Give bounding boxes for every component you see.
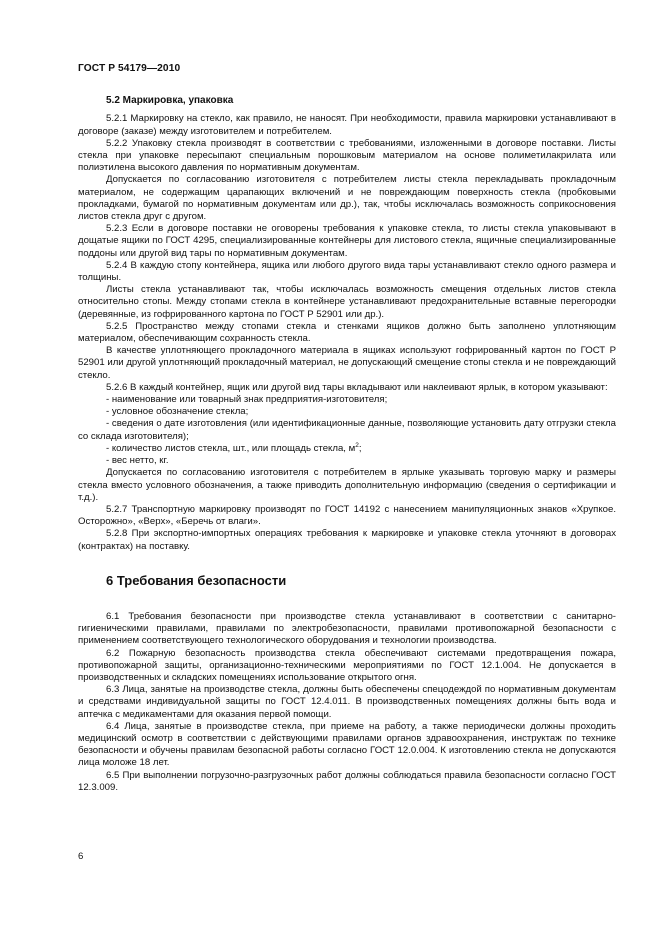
section-title-safety-requirements: 6 Требования безопасности xyxy=(106,572,287,588)
paragraph-5-2-1: 5.2.1 Маркировку на стекло, как правило, не наносят. При необходимости, правила маркировки устанавливают в договоре (заказе) между изготовителем и потребителем. xyxy=(78,113,616,137)
paragraph-6-2: 6.2 Пожарную безопасность производства стекла обеспечивают системами предотвращения пожара, противопожарной защиты, организационно-техническими мероприятиями по ГОСТ 12.1.004. Не допускается в производственных и складских помещениях использование открытого огня. xyxy=(78,647,616,683)
paragraph-5-2-7: 5.2.7 Транспортную маркировку производят по ГОСТ 14192 с нанесением манипуляционных знаков «Хрупкое. Осторожно», «Верх», «Беречь от влаги». xyxy=(78,503,616,528)
paragraph-5-2-2: 5.2.2 Упаковку стекла производят в соответствии с требованиями, изложенными в договоре поставки. Листы стекла при упаковке пересыпают специальным порошковым материалом на основе полиметилакрилата или полиэтилена высокого давления по нормативным документам. xyxy=(78,137,616,174)
document-header: ГОСТ Р 54179—2010 xyxy=(78,63,181,74)
paragraph-6-5: 6.5 При выполнении погрузочно-разгрузочных работ должны соблюдаться правила безопасности согласно ГОСТ 12.3.009. xyxy=(78,769,616,793)
paragraph-5-2-6-permission: Допускается по согласованию изготовителя с потребителем в ярлыке указывать торговую марку и размеры стекла вместо условного обозначения, а также приводить дополнительную информацию (сведения о сертификации и т.д.). xyxy=(78,467,616,503)
label-list-item-text: - количество листов стекла, шт., или площадь стекла, м xyxy=(106,442,356,454)
paragraph-5-2-4-sheets: Листы стекла устанавливают так, чтобы исключалась возможность смещения отдельных листов стекла относительно стопы. Между стопами стекла в контейнере устанавливают предохранительные вставные перегородки (деревянные, из гофрированного картона по ГОСТ Р 52901 или др.). xyxy=(78,284,616,320)
paragraph-5-2-2-permission: Допускается по согласованию изготовителя с потребителем листы стекла перекладывать прокладочным материалом, не содержащим царапающих включений и не повреждающим поверхность стекла (пробковыми прокладками, бумагой по нормативным документам или др.), так, чтобы исключалась возможность соприкосновения листов стекла друг с другом. xyxy=(78,174,616,223)
paragraph-6-1: 6.1 Требования безопасности при производстве стекла устанавливают в соответствии с санитарно-гигиеническими правилами, правилами по электробезопасности, правилами противопожарной безопасности с применением соответствующего технологического оборудования и технологии производства. xyxy=(78,610,616,647)
page-number: 6 xyxy=(78,851,84,862)
paragraph-5-2-5-material: В качестве уплотняющего прокладочного материала в ящиках используют гофрированный картон по ГОСТ Р 52901 или другой уплотняющий прокладочный материал, не допускающий смещение стопы стекла и не повреждающий стекло. xyxy=(78,345,616,381)
subsection-title-marking-packaging: 5.2 Маркировка, упаковка xyxy=(106,95,234,107)
paragraph-6-3: 6.3 Лица, занятые на производстве стекла, должны быть обеспечены спецодеждой по нормативным документам и средствами индивидуальной защиты по ГОСТ 12.4.011. В производственных помещениях должны быть вода и аптечка с медикаментами для оказания первой помощи. xyxy=(78,684,616,720)
paragraph-5-2-5: 5.2.5 Пространство между стопами стекла и стенками ящиков должно быть заполнено уплотняющим материалом, обеспечивающим сохранность стекла. xyxy=(78,320,616,345)
paragraph-5-2-3: 5.2.3 Если в договоре поставки не оговорены требования к упаковке стекла, то листы стекла упаковывают в дощатые ящики по ГОСТ 4295, специализированные контейнеры для листового стекла, ящичные специализированные поддоны или другой вид тары по нормативным документам. xyxy=(78,223,616,259)
area-unit-suffix: ; xyxy=(358,442,362,454)
label-list-item xyxy=(78,443,616,455)
paragraph-5-2-8: 5.2.8 При экспортно-импортных операциях требования к маркировке и упаковке стекла уточняют в договорах (контрактах) на поставку. xyxy=(78,528,616,552)
label-list-item: - вес нетто, кг. xyxy=(106,455,169,467)
paragraph-6-4: 6.4 Лица, занятые в производстве стекла, при приеме на работу, а также периодически должны проходить медицинский осмотр в соответствии с действующими правилами органов здравоохранения, инструктаж по технике безопасности и обучены правилам безопасной работы согласно ГОСТ 12.0.004. К изготовлению стекла не допускаются лица моложе 18 лет. xyxy=(78,720,616,769)
label-list-item: - условное обозначение стекла; xyxy=(106,406,249,418)
label-list-item: - наименование или товарный знак предприятия-изготовителя; xyxy=(106,394,388,406)
paragraph-5-2-6: 5.2.6 В каждый контейнер, ящик или другой вид тары вкладывают или наклеивают ярлык, в котором указывают: xyxy=(106,381,608,393)
label-list-item: - сведения о дате изготовления (или идентификационные данные, позволяющие установить дату отгрузки стекла со склада изготовителя); xyxy=(78,418,616,442)
paragraph-5-2-4: 5.2.4 В каждую стопу контейнера, ящика или любого другого вида тары устанавливают стекло одного размера и толщины. xyxy=(78,259,616,284)
area-unit-superscript: 2 xyxy=(355,441,359,449)
